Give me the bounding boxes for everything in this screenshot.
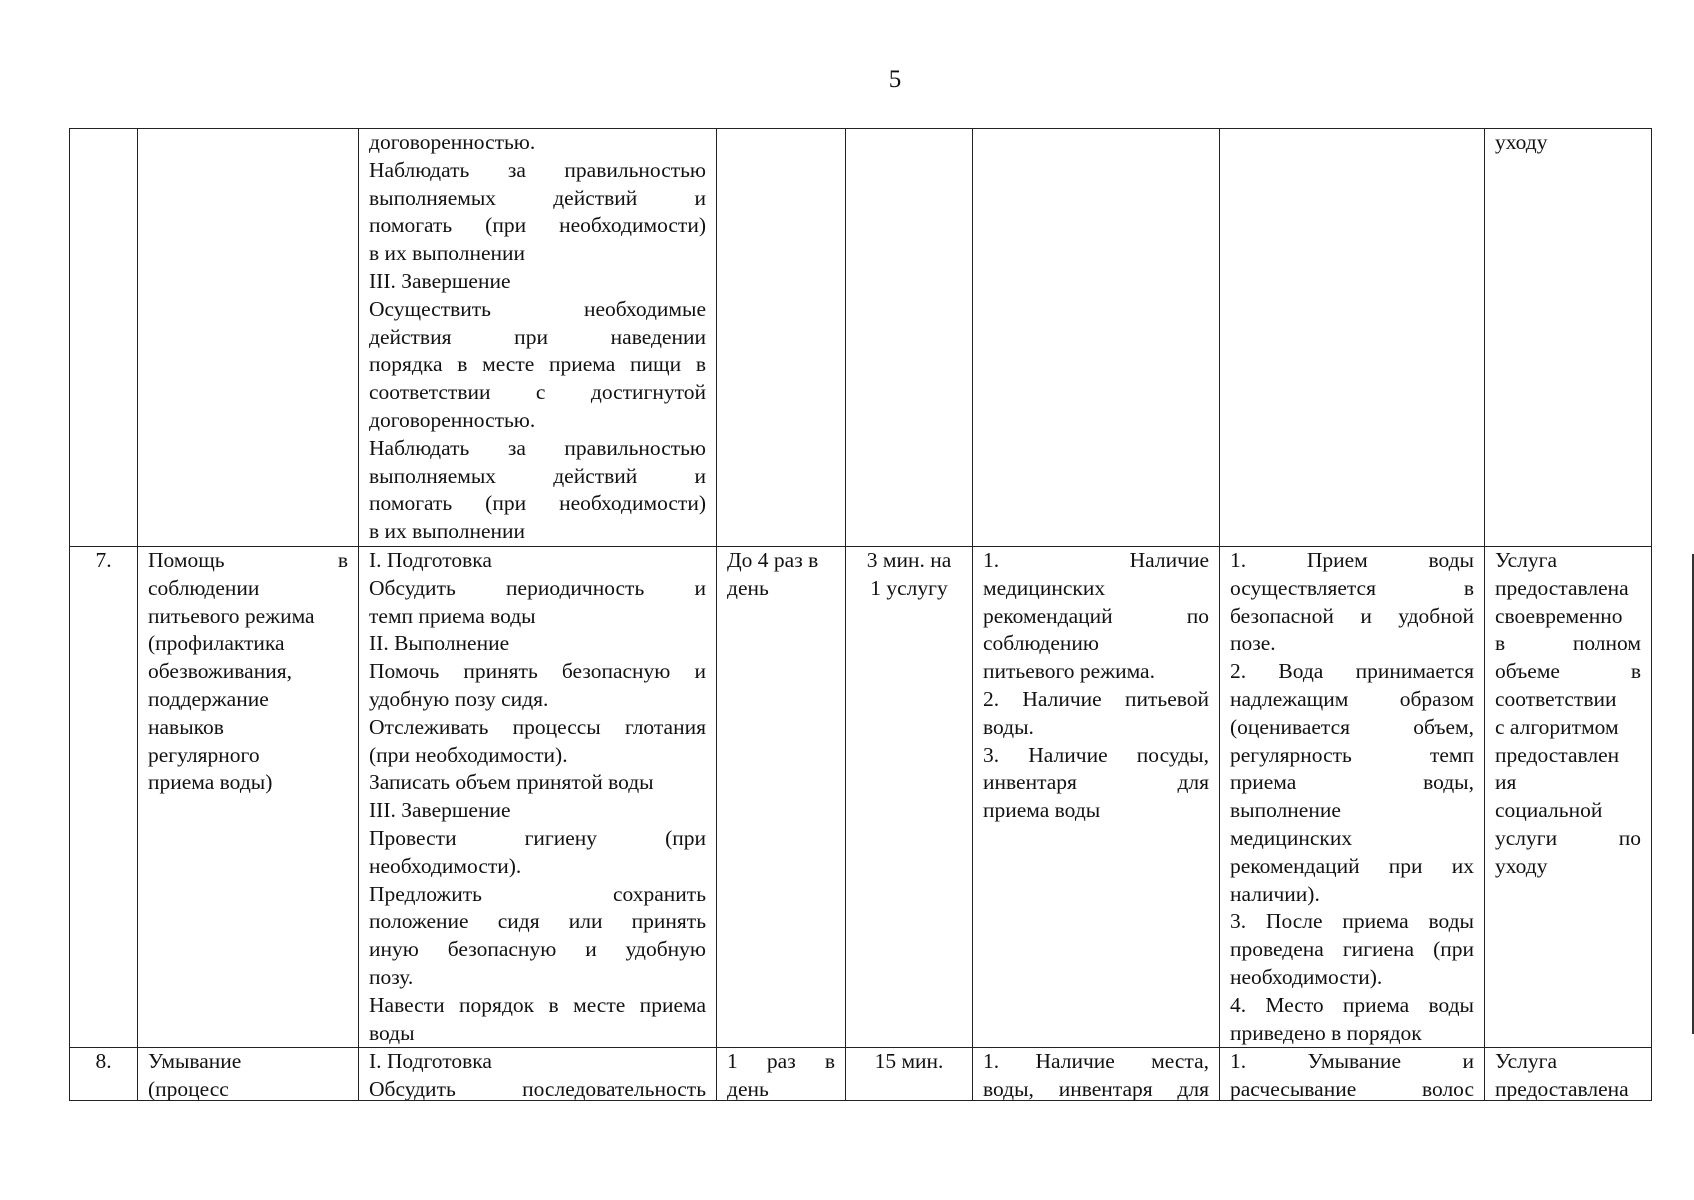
table-row	[70, 1048, 1652, 1101]
text-line: питьевого режима.	[983, 659, 1155, 684]
text-line: выполняемых действий и	[369, 463, 706, 488]
text-line: Предложить сохранить	[369, 881, 706, 906]
text-line: медицинских	[1230, 825, 1353, 850]
text-line: 1. Наличие места,	[983, 1049, 1209, 1074]
text-line: (профилактика	[148, 631, 285, 656]
evaluation-cell	[1485, 546, 1652, 1047]
text-line: 1. Наличие	[983, 547, 1209, 572]
frequency-cell	[717, 546, 846, 1047]
conditions-cell	[973, 1048, 1220, 1101]
quality-indicators-cell	[1220, 546, 1485, 1047]
text-line: предоставлена	[1495, 1077, 1629, 1101]
text-line: Обсудить последовательность	[369, 1077, 706, 1101]
service-number-cell	[70, 1048, 138, 1101]
text-line: в полном	[1495, 631, 1641, 656]
text-line: I. Подготовка	[369, 1049, 492, 1074]
text-line: предоставлена	[1495, 575, 1629, 600]
text-line: необходимости).	[1230, 964, 1383, 989]
text-line: воды.	[983, 714, 1034, 739]
text-line: III. Завершение	[369, 268, 511, 293]
text-line: осуществляется в	[1230, 575, 1474, 600]
frequency-cell	[717, 129, 846, 547]
text-line: Помочь принять безопасную и	[369, 659, 706, 684]
text-line: соответствии	[1495, 686, 1617, 711]
text-line: III. Завершение	[369, 798, 511, 823]
text-line: питьевого режима	[148, 603, 315, 628]
text-line: услуги по	[1495, 825, 1641, 850]
text-line: своевременно	[1495, 603, 1623, 628]
text-line: Наблюдать за правильностью	[369, 435, 706, 460]
text-line: день	[727, 575, 769, 600]
text-line: договоренностью.	[369, 407, 536, 432]
text-line: социальной	[1495, 798, 1603, 823]
text-line: воды	[369, 1020, 415, 1045]
text-line: Умывание	[148, 1049, 242, 1074]
text-line: рекомендаций при их	[1230, 853, 1474, 878]
text-line: проведена гигиена (при	[1230, 937, 1474, 962]
text-line: инвентаря для	[983, 770, 1209, 795]
text-line: помогать (при необходимости)	[369, 491, 706, 516]
text-line: (оценивается объем,	[1230, 714, 1474, 739]
text-line: 1. Прием воды	[1230, 547, 1474, 572]
text-line: Услуга	[1495, 547, 1558, 572]
text-line: приема воды	[983, 798, 1101, 823]
text-line: уходу	[1495, 130, 1548, 154]
text-line: положение сидя или принять	[369, 909, 706, 934]
text-line: выполнение	[1230, 798, 1341, 823]
text-line: с алгоритмом	[1495, 714, 1619, 739]
text-line: регулярного	[148, 742, 260, 767]
evaluation-cell	[1485, 1048, 1652, 1101]
text-line: 1. Умывание и	[1230, 1049, 1474, 1074]
quality-indicators-cell	[1220, 129, 1485, 547]
text-line: ия	[1495, 770, 1517, 795]
text-line: Наблюдать за правильностью	[369, 157, 706, 182]
text-line: обезвоживания,	[148, 659, 292, 684]
text-line: уходу	[1495, 853, 1548, 878]
text-line: приведено в порядок	[1230, 1020, 1422, 1045]
quality-indicators-cell	[1220, 1048, 1485, 1101]
text-line: II. Выполнение	[369, 631, 510, 656]
text-line: безопасной и удобной	[1230, 603, 1474, 628]
service-steps-cell	[359, 129, 717, 547]
service-name-cell	[138, 1048, 359, 1101]
text-line: позе.	[1230, 631, 1276, 656]
text-line: 1 услугу	[870, 575, 948, 600]
service-number-cell	[70, 129, 138, 547]
service-name-cell	[138, 546, 359, 1047]
table-body	[70, 129, 1652, 1101]
text-line: помогать (при необходимости)	[369, 213, 706, 238]
text-line: Записать объем принятой воды	[369, 770, 654, 795]
text-line: Услуга	[1495, 1049, 1558, 1074]
row-number: 8.	[95, 1049, 112, 1074]
text-line: 3. После приема воды	[1230, 909, 1474, 934]
evaluation-cell	[1485, 129, 1652, 547]
text-line: соблюдению	[983, 631, 1099, 656]
text-line: Провести гигиену (при	[369, 825, 706, 850]
text-line: порядка в месте приема пищи в	[369, 352, 706, 377]
text-line: в их выполнении	[369, 241, 526, 266]
text-line: удобную позу сидя.	[369, 686, 549, 711]
text-line: иную безопасную и удобную	[369, 937, 706, 962]
text-line: необходимости).	[369, 853, 522, 878]
text-line: 15 мин.	[874, 1049, 944, 1074]
frequency-cell	[717, 1048, 846, 1101]
table-row-continued	[70, 129, 1652, 547]
services-table-wrapper	[69, 128, 1652, 1101]
text-line: день	[727, 1077, 769, 1101]
text-line: Помощь в	[148, 547, 348, 572]
text-line: надлежащим образом	[1230, 686, 1474, 711]
text-line: воды, инвентаря для	[983, 1077, 1209, 1101]
text-line: регулярность темп	[1230, 742, 1474, 767]
duration-cell	[846, 129, 973, 547]
text-line: предоставлен	[1495, 742, 1620, 767]
services-table	[69, 128, 1652, 1101]
text-line: навыков	[148, 714, 224, 739]
text-line: До 4 раз в	[727, 547, 819, 572]
text-line: расчесывание волос	[1230, 1077, 1474, 1101]
text-line: приема воды,	[1230, 770, 1474, 795]
text-line: приема воды)	[148, 770, 273, 795]
text-line: 2. Наличие питьевой	[983, 686, 1209, 711]
text-line: действия при наведении	[369, 324, 706, 349]
duration-cell	[846, 1048, 973, 1101]
text-line: 3 мин. на	[866, 547, 952, 572]
text-line: Осуществить необходимые	[369, 296, 706, 321]
text-line: Отслеживать процессы глотания	[369, 714, 706, 739]
text-line: 3. Наличие посуды,	[983, 742, 1209, 767]
text-line: Обсудить периодичность и	[369, 575, 706, 600]
service-steps-cell	[359, 546, 717, 1047]
table-row	[70, 546, 1652, 1047]
text-line: выполняемых действий и	[369, 185, 706, 210]
conditions-cell	[973, 129, 1220, 547]
text-line: (при необходимости).	[369, 742, 568, 767]
text-line: I. Подготовка	[369, 547, 492, 572]
text-line: Навести порядок в месте приема	[369, 992, 706, 1017]
text-line: поддержание	[148, 686, 269, 711]
text-line: (процесс	[148, 1077, 229, 1101]
service-steps-cell	[359, 1048, 717, 1101]
text-line: договоренностью.	[369, 130, 536, 154]
page-number: 5	[888, 66, 902, 93]
service-number-cell	[70, 546, 138, 1047]
service-name-cell	[138, 129, 359, 547]
text-line: 4. Место приема воды	[1230, 992, 1474, 1017]
text-line: соблюдении	[148, 575, 260, 600]
text-line: в их выполнении	[369, 519, 526, 544]
text-line: наличии).	[1230, 881, 1320, 906]
text-line: рекомендаций по	[983, 603, 1209, 628]
text-line: темп приема воды	[369, 603, 536, 628]
text-line: медицинских	[983, 575, 1106, 600]
text-line: позу.	[369, 964, 414, 989]
text-line: объеме в	[1495, 659, 1641, 684]
text-line: 1 раз в	[727, 1049, 835, 1074]
text-line: 2. Вода принимается	[1230, 659, 1474, 684]
duration-cell	[846, 546, 973, 1047]
row-number: 7.	[95, 547, 112, 572]
conditions-cell	[973, 546, 1220, 1047]
text-line: соответствии с достигнутой	[369, 380, 706, 405]
